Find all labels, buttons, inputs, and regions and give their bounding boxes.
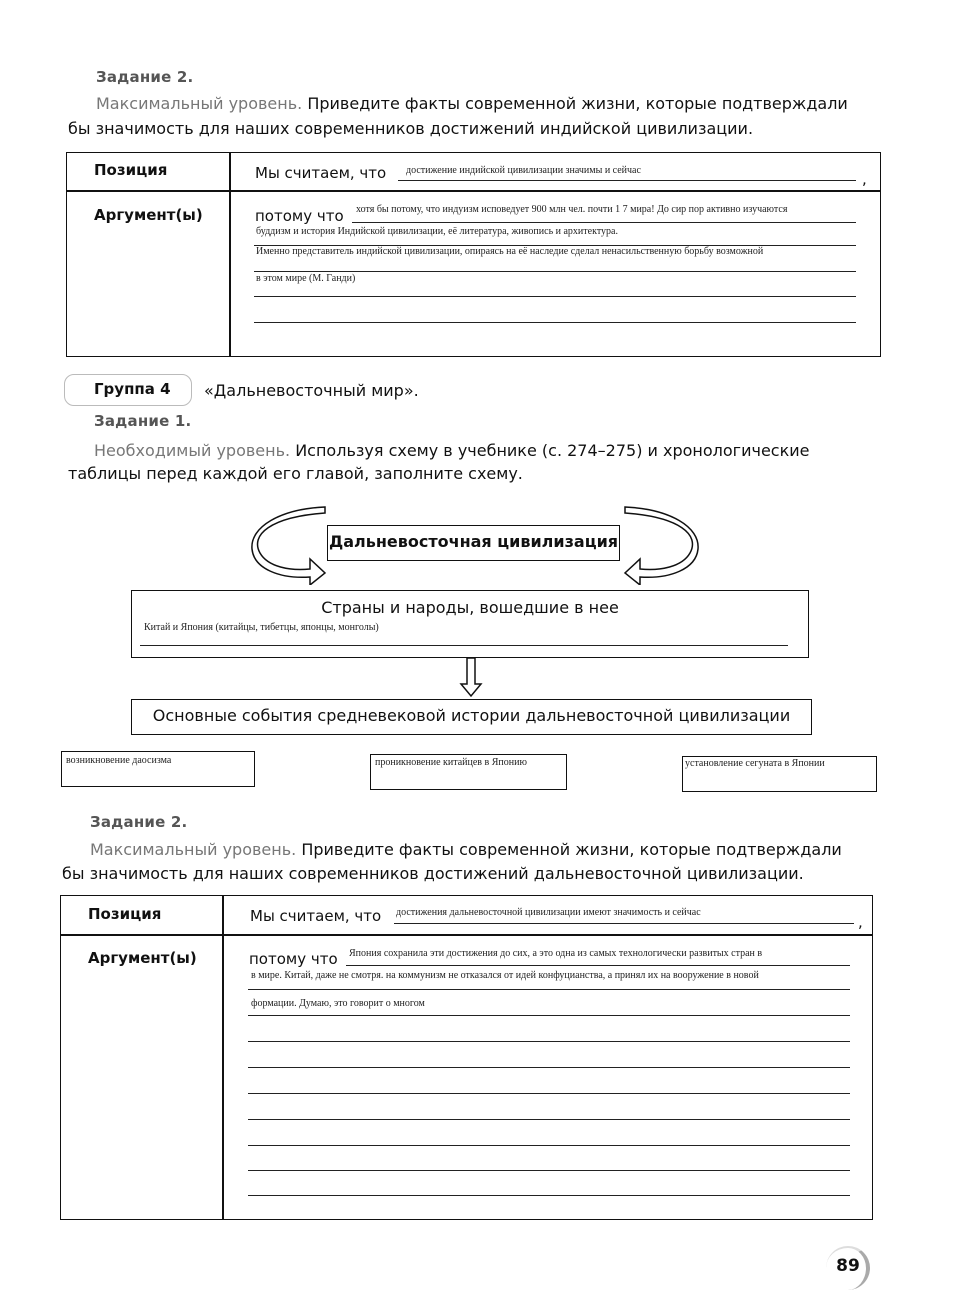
countries-header: Страны и народы, вошедшие в нее bbox=[321, 598, 619, 617]
answer-line bbox=[248, 1195, 850, 1196]
task-title: Задание 2. bbox=[96, 68, 194, 86]
group-badge-label: Группа 4 bbox=[94, 380, 171, 398]
instruction-line-1 bbox=[96, 92, 896, 116]
instruction-line-1 bbox=[94, 439, 894, 463]
task-title: Задание 1. bbox=[94, 412, 192, 430]
answer-line bbox=[248, 1015, 850, 1016]
arguments-prefix: потому что bbox=[255, 207, 344, 225]
group-title: «Дальневосточный мир». bbox=[204, 381, 419, 400]
answer-line bbox=[352, 222, 856, 223]
instruction-line-2: бы значимость для наших современников достижений индийской цивилизации. bbox=[68, 119, 754, 138]
level-label: Максимальный уровень. bbox=[90, 840, 297, 859]
events-header: Основные события средневековой истории дальневосточной цивилизации bbox=[152, 706, 791, 725]
argument-line-text[interactable]: Япония сохранила эти достижения до сих, а это одна из самых технологически развитых стран в bbox=[349, 948, 763, 959]
position-answer[interactable]: достижение индийской цивилизации значимы и сейчас bbox=[406, 165, 641, 176]
table-divider bbox=[60, 934, 873, 936]
position-answer[interactable]: достижения дальневосточной цивилизации имеют значимость и сейчас bbox=[396, 907, 701, 918]
task-title: Задание 2. bbox=[90, 813, 188, 831]
answer-line bbox=[248, 1067, 850, 1068]
position-suffix: , bbox=[858, 913, 863, 931]
answer-line bbox=[248, 1093, 850, 1094]
event-text: проникновение китайцев в Японию bbox=[375, 757, 527, 768]
answer-line bbox=[346, 965, 850, 966]
answer-line bbox=[254, 322, 856, 323]
instruction-line-2: таблицы перед каждой его главой, заполните схему. bbox=[68, 464, 523, 483]
page-number: 89 bbox=[836, 1256, 860, 1276]
argument-line-text[interactable]: в этом мире (М. Ганди) bbox=[256, 273, 356, 284]
argument-line-text[interactable]: в мире. Китай, даже не смотря. на коммунизм не отказался от идей конфуцианства, а принял их на вооружение в новой bbox=[251, 970, 759, 981]
argument-line-text[interactable]: Именно представитель индийской цивилизации, опираясь на её наследие сделал ненасильственную борьбу возможной bbox=[256, 246, 764, 257]
center-title: Дальневосточная цивилизация bbox=[328, 532, 619, 551]
arguments-header: Аргумент(ы) bbox=[88, 949, 197, 967]
answer-line bbox=[254, 296, 856, 297]
answer-line bbox=[248, 1170, 850, 1171]
answer-line bbox=[140, 645, 788, 646]
instruction-line-1 bbox=[90, 838, 890, 862]
level-label: Необходимый уровень. bbox=[94, 441, 291, 460]
position-prefix: Мы считаем, что bbox=[255, 164, 387, 182]
arrow-down-icon bbox=[459, 658, 483, 698]
arguments-prefix: потому что bbox=[249, 950, 338, 968]
position-suffix: , bbox=[862, 170, 867, 188]
event-text: возникновение даосизма bbox=[66, 755, 172, 766]
answer-line bbox=[248, 1041, 850, 1042]
position-table bbox=[60, 895, 873, 1220]
instruction-text: Приведите факты современной жизни, которые подтверждали bbox=[301, 840, 842, 859]
table-divider bbox=[229, 152, 231, 357]
position-prefix: Мы считаем, что bbox=[250, 907, 382, 925]
position-header: Позиция bbox=[94, 161, 168, 179]
answer-line bbox=[394, 923, 854, 924]
answer-line bbox=[248, 1145, 850, 1146]
answer-line bbox=[248, 989, 850, 990]
answer-line bbox=[398, 180, 856, 181]
level-label: Максимальный уровень. bbox=[96, 94, 303, 113]
instruction-text: Приведите факты современной жизни, которые подтверждали bbox=[307, 94, 848, 113]
arguments-header: Аргумент(ы) bbox=[94, 206, 203, 224]
argument-line-text[interactable]: формации. Думаю, это говорит о многом bbox=[251, 998, 425, 1009]
table-divider bbox=[66, 190, 881, 192]
argument-line-text[interactable]: буддизм и история Индийской цивилизации, её литература, живопись и архитектура. bbox=[256, 226, 618, 237]
position-header: Позиция bbox=[88, 905, 162, 923]
instruction-text: Используя схему в учебнике (с. 274–275) и хронологические bbox=[295, 441, 810, 460]
table-divider bbox=[222, 895, 224, 1220]
argument-line-text[interactable]: хотя бы потому, что индуизм исповедует 900 млн чел. почти 1 7 мира! До сир пор активно изучаются bbox=[356, 204, 788, 215]
event-text: установление сегуната в Японии bbox=[685, 758, 825, 769]
countries-answer[interactable]: Китай и Япония (китайцы, тибетцы, японцы, монголы) bbox=[144, 622, 379, 633]
instruction-line-2: бы значимость для наших современников достижений дальневосточной цивилизации. bbox=[62, 864, 804, 883]
answer-line bbox=[248, 1119, 850, 1120]
answer-line bbox=[254, 271, 856, 272]
